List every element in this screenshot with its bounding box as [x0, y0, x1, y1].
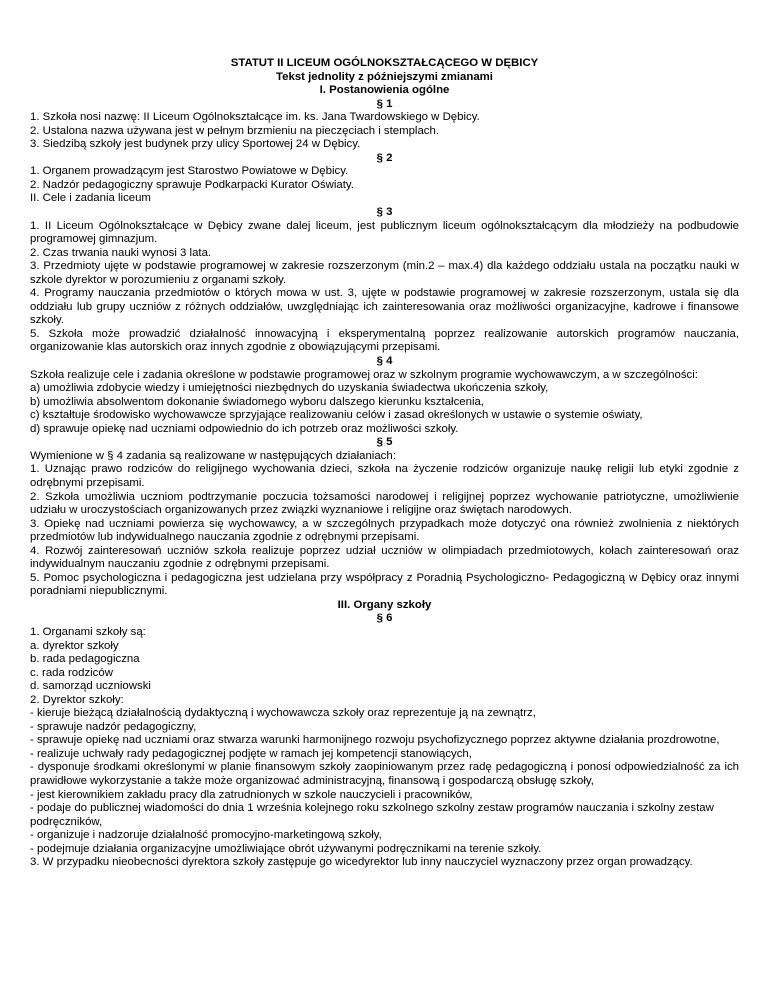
list-item: - realizuje uchwały rady pedagogicznej podjęte w ramach jej kompetencji stanowiących,: [30, 747, 472, 760]
section-4: [30, 355, 739, 436]
section-6: [30, 612, 739, 869]
paragraph: 3. Siedzibą szkoły jest budynek przy ulicy Sportowej 24 w Dębicy.: [30, 138, 361, 151]
list-item: d) sprawuje opiekę nad uczniami odpowiednio do ich potrzeb oraz możliwości szkoły.: [30, 422, 459, 435]
paragraph: 5. Szkoła może prowadzić działalność innowacyjną i eksperymentalną poprzez realizowanie autorskich programów nauczania, organizowanie klas autorskich oraz innych zgodnie z obowiązującymi przepisami.: [30, 327, 739, 354]
paragraph: 2. Nadzór pedagogiczny sprawuje Podkarpacki Kurator Oświaty.: [30, 178, 354, 191]
list-item: - kieruje bieżącą działalnością dydaktyczną i wychowawcza szkoły oraz reprezentuje ją na zewnątrz,: [30, 707, 536, 720]
paragraph: 1. II Liceum Ogólnokształcące w Dębicy zwane dalej liceum, jest publicznym liceum ogólnokształcącym dla młodzieży na podbudowie programowej gimnazjum.: [30, 219, 739, 246]
list-item: - podejmuje działania organizacyjne umożliwiające obrót używanymi podręcznikami na terenie szkoły.: [30, 842, 542, 855]
list-item: - sprawuje opiekę nad uczniami oraz stwarza warunki harmonijnego rozwoju psychofizycznego poprzez aktywne działania prozdrowotne,: [30, 734, 720, 747]
paragraph: 3. Przedmioty ujęte w podstawie programowej w zakresie rozszerzonym (min.2 – max.4) dla każdego oddziału ustala na początku nauki w szkole dyrektor w porozumieniu z organami szkoły.: [30, 260, 739, 286]
paragraph: 1. Szkoła nosi nazwę: II Liceum Ogólnokształcące im. ks. Jana Twardowskiego w Dębicy.: [30, 111, 480, 124]
list-item: - organizuje i nadzoruje działalność promocyjno-marketingową szkoły,: [30, 829, 382, 842]
paragraph: 4. Programy nauczania przedmiotów o których mowa w ust. 3, ujęte w podstawie programowej w zakresie rozszerzonym, ustala się dla oddziału lub grupy uczniów z różnych oddziałów, uwzględniając ich zainteresowania oraz możliwości organizacyjne, kadrowe i finansowe szkoły.: [30, 287, 739, 327]
list-item: a. dyrektor szkoły: [30, 639, 119, 652]
paragraph: 3. Opiekę nad uczniami powierza się wychowawcy, a w szczególnych przypadkach może dotyczyć ona również zwolnienia z niektórych przedmiotów lub indywidualnego nauczania zgodnie z odrębnymi przepisami.: [30, 517, 739, 544]
paragraph: 1. Organami szkoły są:: [30, 625, 146, 638]
paragraph: 3. W przypadku nieobecności dyrektora szkoły zastępuje go wicedyrektor lub inny nauczyciel wyznaczony przez organ prowadzący.: [30, 856, 693, 869]
list-item: - dysponuje środkami określonymi w planie finansowym szkoły zaopiniowanym przez radę pedagogiczną i ponosi odpowiedzialność za ich prawidłowe wykorzystanie a także może organizować administracyjną, finansową i gospodarczą obsługę szkoły,: [30, 761, 739, 787]
paragraph: 5. Pomoc psychologiczna i pedagogiczna jest udzielana przy współpracy z Poradnią Psychologiczno- Pedagogiczną w Dębicy oraz innymi poradniami niepublicznymi.: [30, 571, 739, 598]
chapter-title: III. Organy szkoły: [337, 598, 432, 611]
section-heading: § 4: [376, 355, 393, 368]
paragraph: Szkoła realizuje cele i zadania określone w podstawie programowej oraz w szkolnym programie wychowawczym, a w szczególności:: [30, 368, 698, 381]
paragraph: 2. Dyrektor szkoły:: [30, 693, 124, 706]
list-item: - jest kierownikiem zakładu pracy dla zatrudnionych w szkole nauczycieli i pracowników,: [30, 788, 473, 801]
section-heading: § 5: [376, 436, 393, 449]
section-heading: § 1: [376, 97, 393, 110]
paragraph: 2. Czas trwania nauki wynosi 3 lata.: [30, 246, 212, 259]
paragraph: 2. Ustalona nazwa używana jest w pełnym brzmieniu na pieczęciach i stemplach.: [30, 124, 439, 137]
section-1: [30, 98, 739, 152]
list-item: d. samorząd uczniowski: [30, 680, 151, 693]
list-item: a) umożliwia zdobycie wiedzy i umiejętności niezbędnych do uzyskania świadectwa ukończenia szkoły,: [30, 382, 549, 395]
paragraph: Wymienione w § 4 zadania są realizowane w następujących działaniach:: [30, 449, 396, 462]
list-item: - sprawuje nadzór pedagogiczny,: [30, 720, 197, 733]
list-item: b) umożliwia absolwentom dokonanie świadomego wyboru dalszego kierunku kształcenia,: [30, 395, 484, 408]
section-heading: § 2: [376, 151, 393, 164]
list-item: b. rada pedagogiczna: [30, 653, 140, 666]
paragraph: 4. Rozwój zainteresowań uczniów szkoła realizuje poprzez udział uczniów w olimpiadach przedmiotowych, kołach zainteresowań oraz indywidualnym nauczaniu zgodnie z odrębnymi przepisami.: [30, 544, 739, 571]
paragraph: 1. Organem prowadzącym jest Starostwo Powiatowe w Dębicy.: [30, 165, 349, 178]
document-subtitle: Tekst jednolity z późniejszymi zmianami: [276, 70, 493, 83]
list-item: c. rada rodziców: [30, 666, 113, 679]
section-heading: § 3: [376, 206, 393, 219]
list-item: - podaje do publicznej wiadomości do dnia 1 września kolejnego roku szkolnego szkolny zestaw programów nauczania i szkolny zestaw podręczników,: [30, 802, 714, 828]
chapter-title: I. Postanowienia ogólne: [319, 84, 450, 97]
chapter-title: II. Cele i zadania liceum: [30, 192, 151, 205]
section-heading: § 6: [376, 612, 393, 625]
document-title: STATUT II LICEUM OGÓLNOKSZTAŁCĄCEGO W DĘBICY: [230, 57, 539, 69]
section-5: [30, 436, 739, 599]
paragraph: 1. Uznając prawo rodziców do religijnego wychowania dzieci, szkoła na życzenie rodziców organizuje naukę religii lub etyki zgodnie z odrębnymi przepisami.: [30, 463, 739, 489]
section-2: [30, 152, 739, 206]
paragraph: 2. Szkoła umożliwia uczniom podtrzymanie poczucia tożsamości narodowej i religijnej poprzez wychowanie patriotyczne, umożliwienie udziału w uroczystościach organizowanych przez związki wyznaniowe i religijne oraz świętach narodowych.: [30, 490, 739, 517]
list-item: c) kształtuje środowisko wychowawcze sprzyjające realizowaniu celów i zasad określonych w ustawie o systemie oświaty,: [30, 409, 643, 422]
section-3: [30, 206, 739, 355]
